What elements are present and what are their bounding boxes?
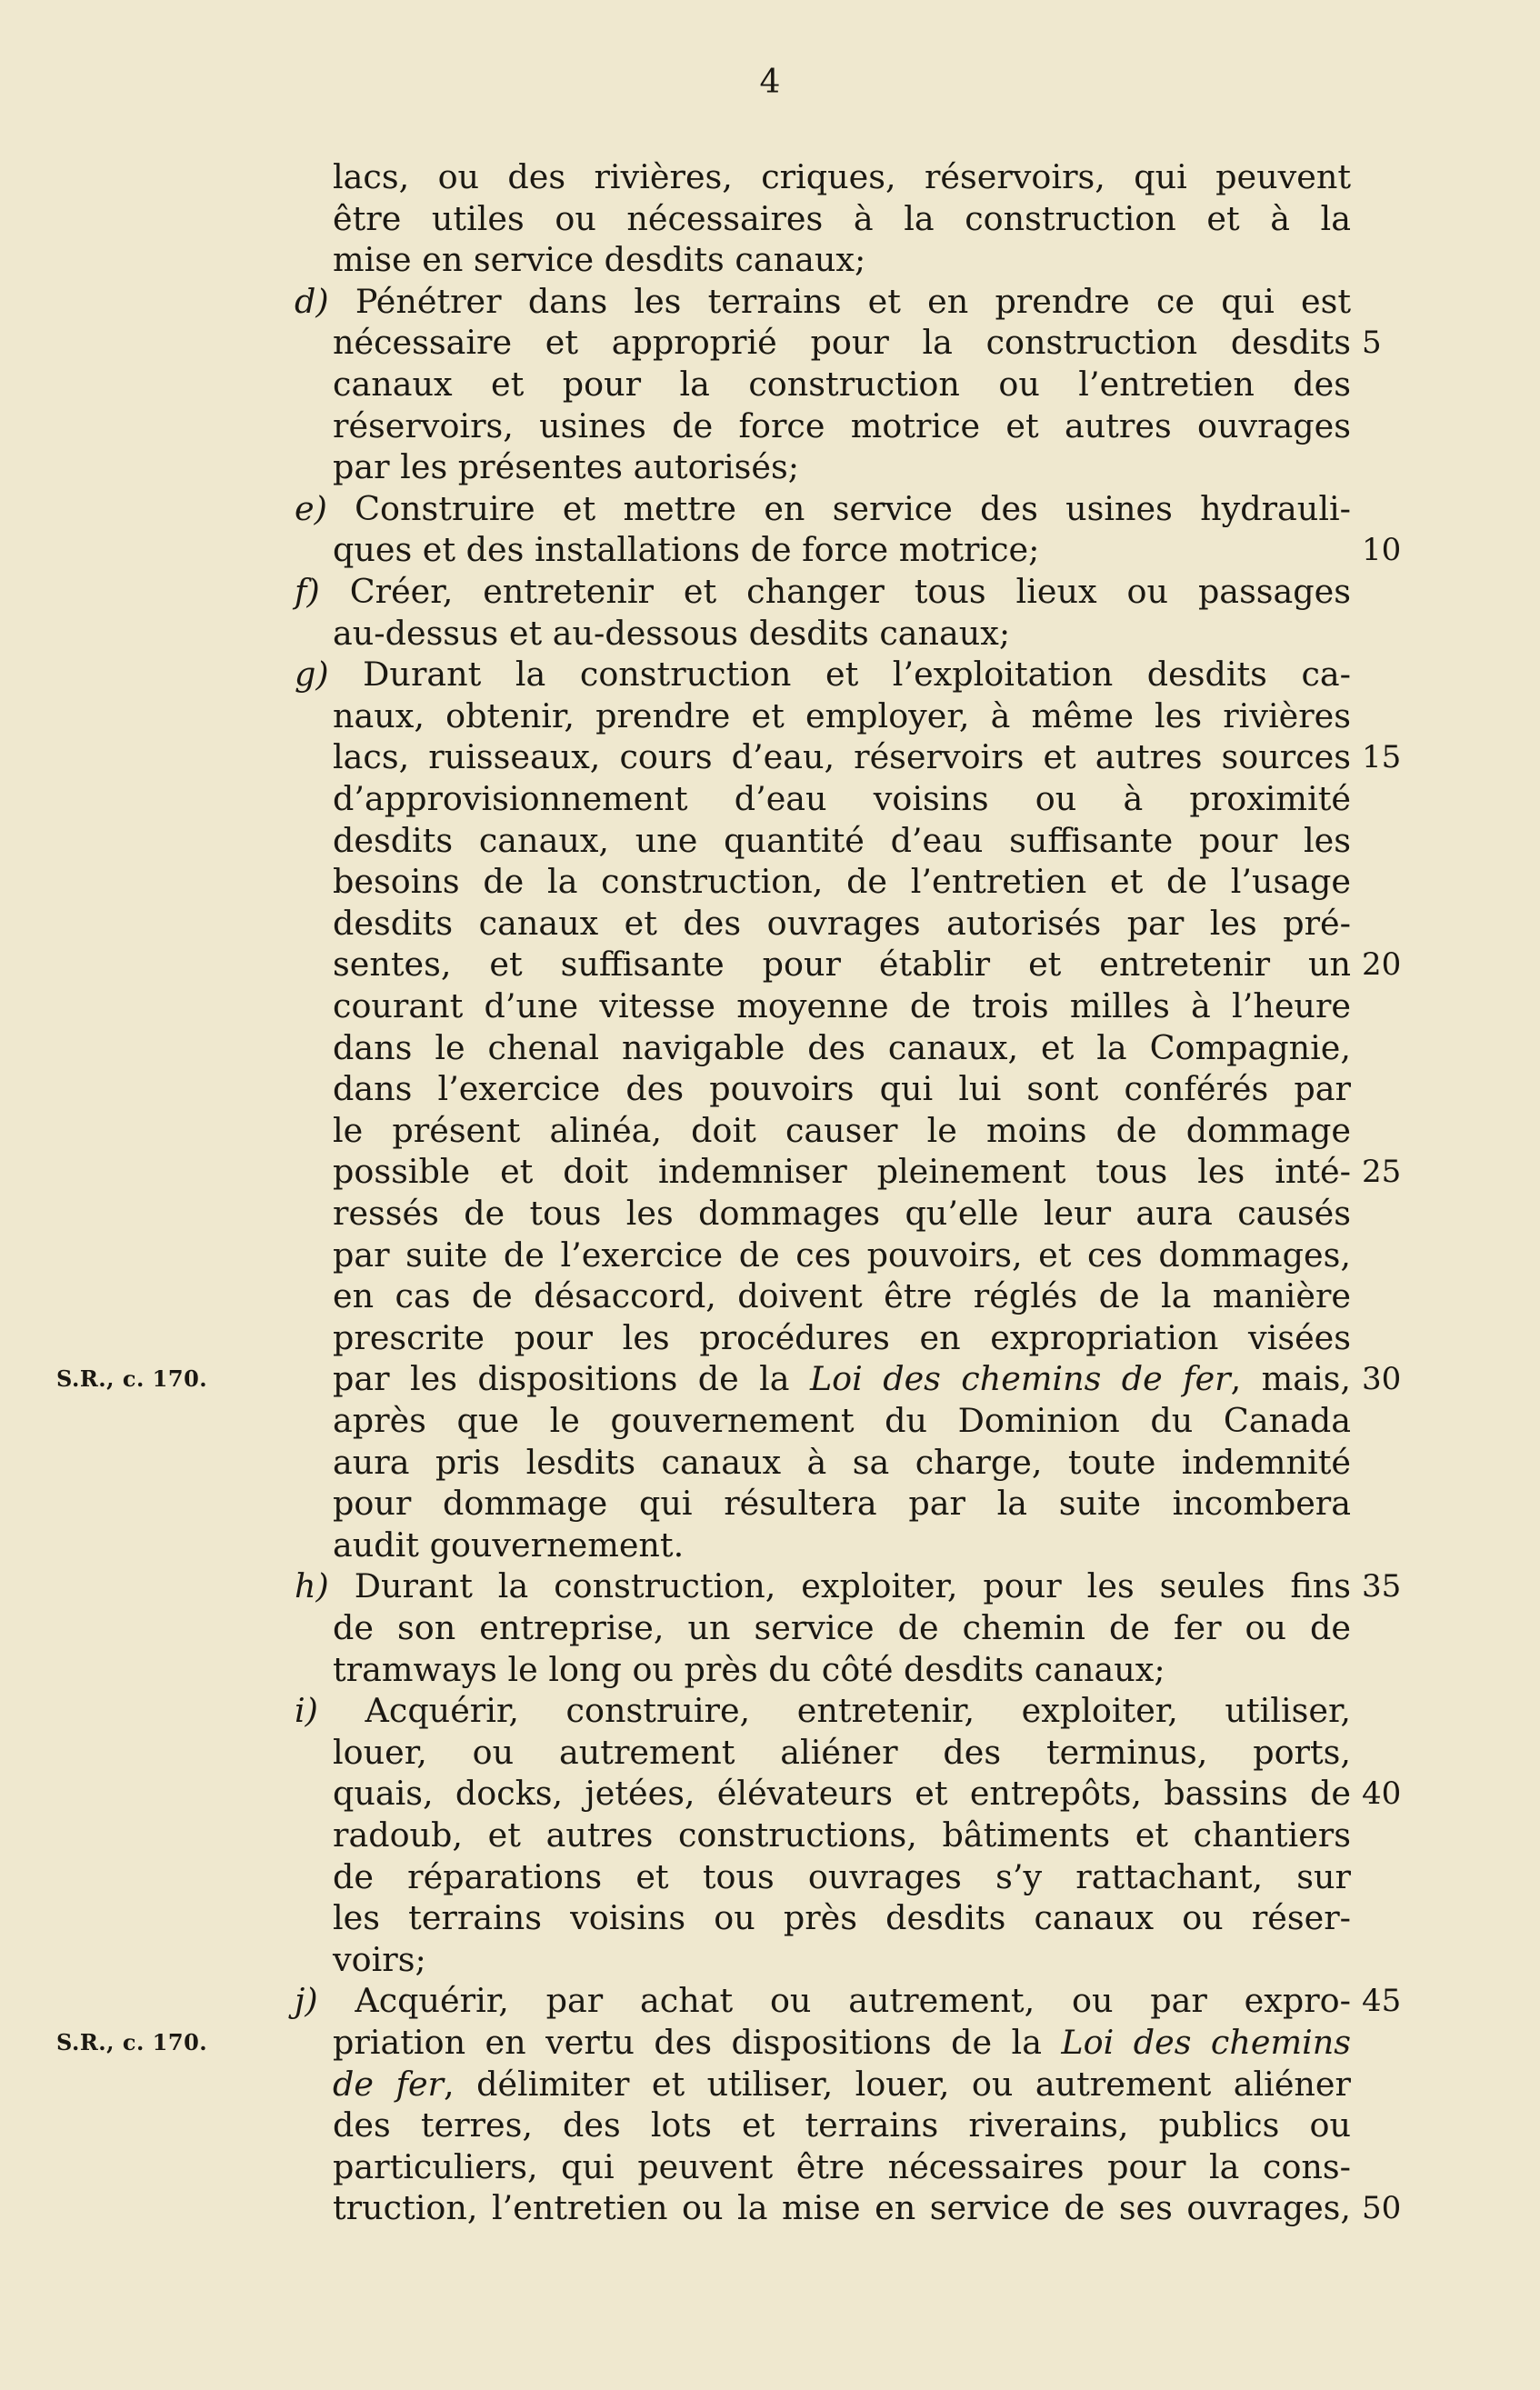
- text-run: aura pris lesdits canaux à sa charge, toute indemnité: [333, 1443, 1351, 1482]
- page-number: 4: [759, 64, 781, 101]
- text-run: être utiles ou nécessaires à la construction et à la: [333, 199, 1351, 238]
- text-line: [333, 1483, 1351, 1525]
- text-line: [295, 1690, 1351, 1732]
- text-run: lacs, ou des rivières, criques, réservoirs, qui peuvent: [333, 157, 1351, 196]
- text-line: [295, 1980, 1351, 2022]
- text-line: [333, 529, 1351, 571]
- text-run: sentes, et suffisante pour établir et entretenir un: [333, 945, 1351, 984]
- text-run: dans l’exercice des pouvoirs qui lui sont conférés par: [333, 1069, 1351, 1108]
- text-run: dans le chenal navigable des canaux, et la Compagnie,: [333, 1028, 1351, 1067]
- line-number: 50: [1362, 2190, 1402, 2226]
- text-line: [333, 1235, 1351, 1276]
- text-run: des terres, des lots et terrains riverains, publics ou: [333, 2105, 1351, 2145]
- item-marker: d): [295, 282, 329, 321]
- text-line: [333, 1815, 1351, 1856]
- text-line: [333, 156, 1351, 198]
- item-marker: e): [295, 489, 327, 528]
- text-line: [333, 1193, 1351, 1235]
- text-line: [333, 1773, 1351, 1815]
- text-run: besoins de la construction, de l’entretien et de l’usage: [333, 862, 1351, 901]
- margin-citation: S.R., c. 170.: [56, 2029, 208, 2055]
- text-line: [333, 2146, 1351, 2188]
- text-line: [295, 281, 1351, 323]
- text-line: [333, 1068, 1351, 1110]
- text-run: , délimiter et utiliser, louer, ou autrement aliéner: [444, 2065, 1351, 2104]
- text-run: tramways le long ou près du côté desdits canaux;: [333, 1650, 1165, 1689]
- text-run: par suite de l’exercice de ces pouvoirs, et ces dommages,: [333, 1235, 1351, 1275]
- text-line: [333, 1897, 1351, 1939]
- text-line: [295, 571, 1351, 613]
- line-number: 25: [1362, 1154, 1402, 1190]
- text-run: au-dessus et au-dessous desdits canaux;: [333, 614, 1011, 653]
- text-line: [333, 198, 1351, 240]
- text-line: [333, 2022, 1351, 2064]
- text-line: [333, 446, 1351, 488]
- text-run: Acquérir, par achat ou autrement, ou par expro-: [317, 1981, 1351, 2020]
- text-run: quais, docks, jetées, élévateurs et entrepôts, bassins de: [333, 1774, 1351, 1813]
- text-run: en cas de désaccord, doivent être réglés de la manière: [333, 1276, 1351, 1315]
- text-run: Créer, entretenir et changer tous lieux ou passages: [319, 572, 1351, 611]
- text-line: [333, 2105, 1351, 2146]
- text-run: de son entreprise, un service de chemin de fer ou de: [333, 1608, 1351, 1647]
- text-line: [295, 488, 1351, 530]
- text-run: desdits canaux et des ouvrages autorisés par les pré-: [333, 904, 1351, 943]
- text-line: [333, 985, 1351, 1027]
- text-run: nécessaire et approprié pour la construction desdits: [333, 323, 1351, 362]
- text-line: [333, 1442, 1351, 1484]
- text-line: [295, 654, 1351, 695]
- text-line: [333, 322, 1351, 364]
- text-line: [333, 1027, 1351, 1069]
- text-line: [333, 239, 1351, 281]
- text-run: truction, l’entretien ou la mise en service de ses ouvrages,: [333, 2188, 1351, 2227]
- text-line: [333, 695, 1351, 737]
- line-number: 20: [1362, 946, 1402, 983]
- line-number: 5: [1362, 325, 1382, 361]
- text-line: [333, 861, 1351, 903]
- text-run: ques et des installations de force motrice;: [333, 530, 1040, 569]
- line-number: 30: [1362, 1361, 1402, 1397]
- text-run: Acquérir, construire, entretenir, exploiter, utiliser,: [317, 1691, 1351, 1730]
- text-run: possible et doit indemniser pleinement tous les inté-: [333, 1152, 1351, 1191]
- text-line: [333, 613, 1351, 655]
- text-run: Pénétrer dans les terrains et en prendre ce qui est: [328, 282, 1351, 321]
- text-run: Durant la construction, exploiter, pour les seules fins: [328, 1566, 1351, 1605]
- text-run: les terrains voisins ou près desdits canaux ou réser-: [333, 1898, 1351, 1937]
- text-run: Construire et mettre en service des usines hydrauli-: [326, 489, 1351, 528]
- text-line: [333, 820, 1351, 862]
- line-number: 35: [1362, 1568, 1402, 1605]
- statute-title: Loi des chemins: [1061, 2023, 1351, 2062]
- text-run: voirs;: [333, 1940, 426, 1979]
- item-marker: f): [295, 572, 320, 611]
- text-run: audit gouvernement.: [333, 1525, 685, 1565]
- line-number: 10: [1362, 532, 1402, 568]
- text-line: [333, 1525, 1351, 1566]
- text-run: louer, ou autrement aliéner des terminus, ports,: [333, 1733, 1351, 1772]
- text-line: [333, 1649, 1351, 1691]
- statute-title: Loi des chemins de fer: [809, 1359, 1231, 1398]
- text-line: [333, 1151, 1351, 1193]
- text-line: [333, 1856, 1351, 1898]
- item-marker: g): [295, 655, 329, 694]
- text-run: particuliers, qui peuvent être nécessaires pour la cons-: [333, 2147, 1351, 2186]
- text-line: [333, 1607, 1351, 1649]
- text-run: courant d’une vitesse moyenne de trois milles à l’heure: [333, 986, 1351, 1025]
- text-run: après que le gouvernement du Dominion du Canada: [333, 1401, 1351, 1440]
- text-line: [333, 1732, 1351, 1774]
- text-run: par les présentes autorisés;: [333, 447, 800, 486]
- text-line: [333, 1400, 1351, 1442]
- text-line: [333, 736, 1351, 778]
- text-line: [333, 1939, 1351, 1981]
- text-line: [333, 364, 1351, 405]
- text-line: [333, 903, 1351, 945]
- line-number: 15: [1362, 739, 1402, 775]
- text-run: le présent alinéa, doit causer le moins de dommage: [333, 1111, 1351, 1150]
- item-marker: h): [295, 1566, 329, 1605]
- text-run: radoub, et autres constructions, bâtiments et chantiers: [333, 1815, 1351, 1855]
- text-line: [333, 1275, 1351, 1317]
- text-run: de réparations et tous ouvrages s’y rattachant, sur: [333, 1857, 1351, 1896]
- item-marker: i): [295, 1691, 318, 1730]
- text-line: [333, 778, 1351, 820]
- text-line: [333, 405, 1351, 447]
- text-run: par les dispositions de la: [333, 1359, 810, 1398]
- item-marker: j): [295, 1981, 318, 2020]
- text-run: mise en service desdits canaux;: [333, 240, 866, 279]
- text-line: [333, 1358, 1351, 1400]
- text-run: d’approvisionnement d’eau voisins ou à proximité: [333, 779, 1351, 818]
- text-line: [333, 2187, 1351, 2229]
- line-number: 40: [1362, 1775, 1402, 1812]
- text-run: , mais,: [1230, 1359, 1351, 1398]
- text-line: [333, 944, 1351, 985]
- margin-citation: S.R., c. 170.: [56, 1365, 208, 1392]
- text-run: desdits canaux, une quantité d’eau suffisante pour les: [333, 821, 1351, 860]
- text-run: lacs, ruisseaux, cours d’eau, réservoirs et autres sources: [333, 737, 1351, 776]
- statute-title: de fer: [333, 2065, 444, 2104]
- text-line: [333, 2064, 1351, 2105]
- text-run: ressés de tous les dommages qu’elle leur aura causés: [333, 1194, 1351, 1233]
- line-number: 45: [1362, 1983, 1402, 2019]
- text-line: [295, 1565, 1351, 1607]
- text-run: réservoirs, usines de force motrice et autres ouvrages: [333, 406, 1351, 445]
- text-run: prescrite pour les procédures en expropriation visées: [333, 1318, 1351, 1357]
- text-run: canaux et pour la construction ou l’entretien des: [333, 365, 1351, 404]
- text-line: [333, 1110, 1351, 1152]
- text-run: priation en vertu des dispositions de la: [333, 2023, 1062, 2062]
- text-run: Durant la construction et l’exploitation desdits ca-: [328, 655, 1351, 694]
- text-line: [333, 1317, 1351, 1359]
- text-run: pour dommage qui résultera par la suite incombera: [333, 1484, 1351, 1523]
- text-run: naux, obtenir, prendre et employer, à même les rivières: [333, 696, 1351, 735]
